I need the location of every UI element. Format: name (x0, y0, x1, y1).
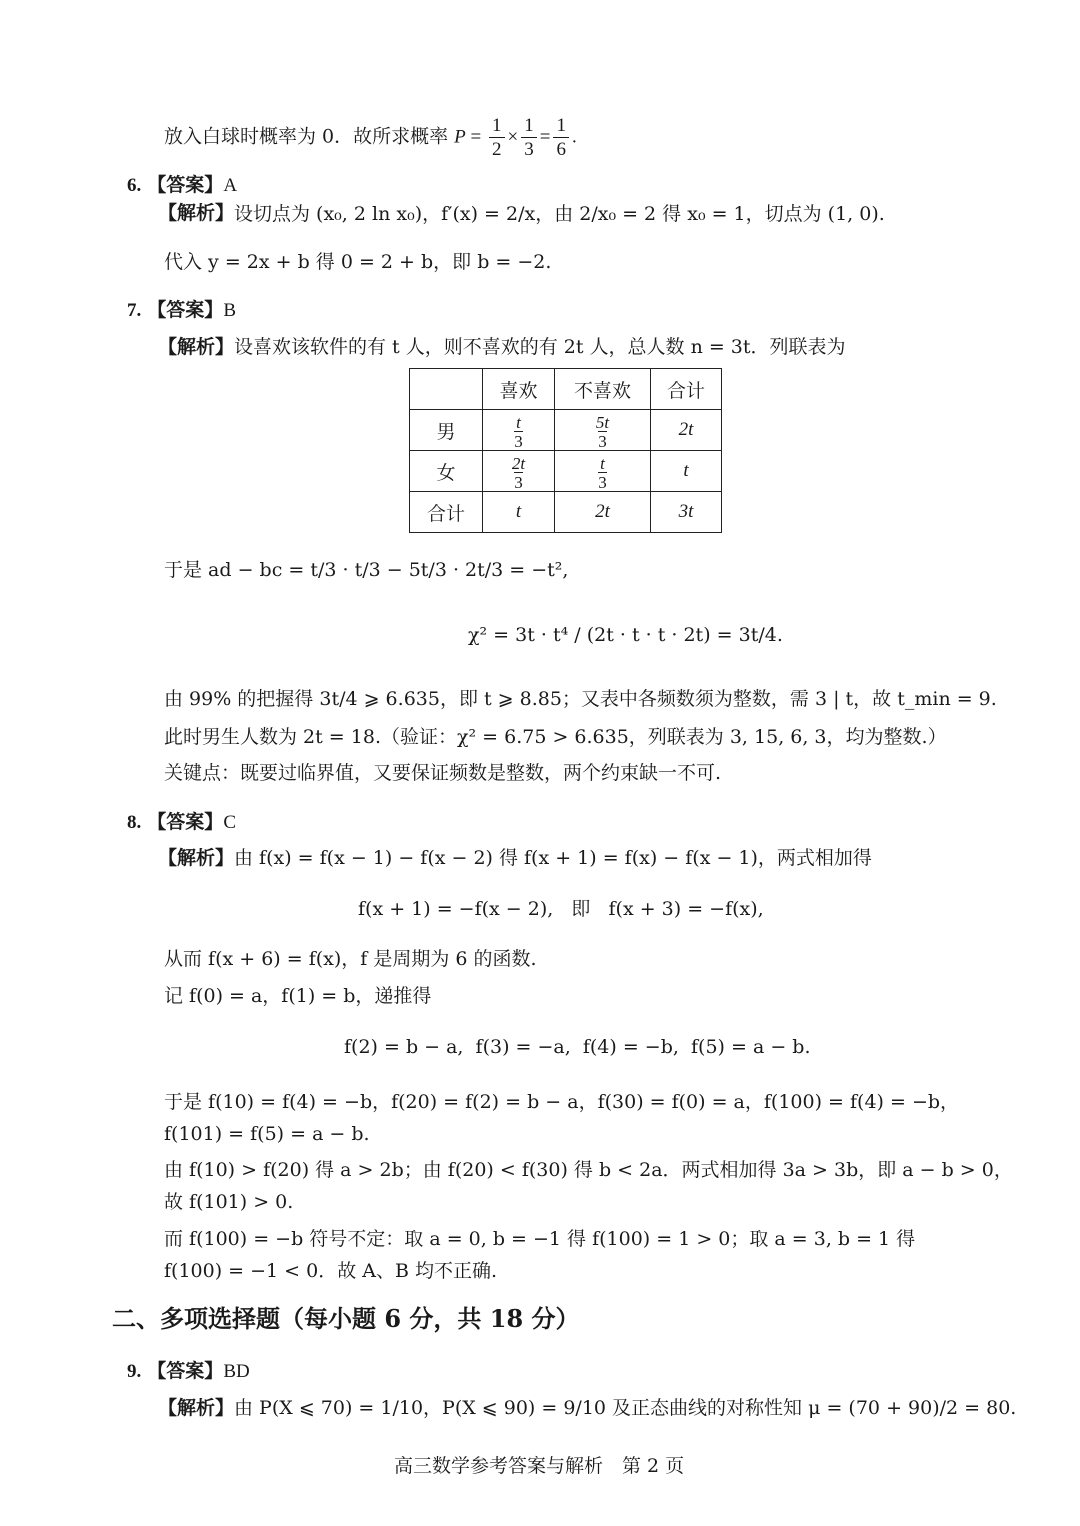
q8-explain-text8: 由 f(10) > f(20) 得 a > 2b；由 f(20) < f(30) 得 b < 2a．两式相加得 3a > 3b，即 a − b > 0， (164, 1159, 1013, 1181)
line-prob-result: 放入白球时概率为 0．故所求概率 P = $\frac{1}{2}$ × $\frac{1}{3}$ = $\frac{1}{6}$ . (164, 115, 577, 160)
q6-explain-text2: 代入 y = 2x + b 得 0 = 2 + b，即 b = −2. (164, 251, 552, 273)
q8-answer-line (127, 813, 236, 832)
table-row (410, 410, 722, 451)
q9-explain-line1 (158, 1399, 1016, 1418)
contingency-table (409, 368, 722, 533)
q8-explain-line9 (164, 1193, 293, 1212)
q8-explain-line10 (164, 1230, 915, 1249)
q7-answer-line (127, 301, 236, 320)
q8-explain-text4: 记 f(0) = a，f(1) = b，递推得 (164, 985, 432, 1007)
table-cell: t (651, 451, 722, 492)
q8-explain-line6 (164, 1093, 959, 1112)
frac-den: 3 (514, 431, 523, 451)
q8-explain-text6: 于是 f(10) = f(4) = −b，f(20) = f(2) = b − a，f(30) = f(0) = a，f(100) = f(4) = −b， (164, 1091, 960, 1113)
q9-explain-text: 由 P(X ⩽ 70) = 1/10，P(X ⩽ 90) = 9/10 及正态曲线的对称性知 μ = (70 + 90)/2 = 80. (234, 1397, 1017, 1419)
q8-display-eq1 (358, 900, 764, 919)
q6-explain-line1 (158, 204, 885, 224)
table-header-total: 合计 (651, 369, 722, 410)
q8-explain-text7: f(101) = f(5) = a − b. (164, 1123, 370, 1145)
q6-explain-text: 设切点为 (x₀, 2 ln x₀)，f′(x) = 2/x，由 2/x₀ = 2 得 x₀ = 1，切点为 (1, 0). (234, 202, 885, 225)
q7-answer-tag: 【答案】 (147, 299, 224, 321)
table-row-label-female: 女 (410, 451, 483, 492)
q8-explain-tag: 【解析】 (158, 847, 235, 869)
frac-den: 3 (598, 431, 607, 451)
frac-num: 2t (511, 453, 526, 473)
q8-explain-line3 (164, 950, 537, 969)
table-header-like: 喜欢 (483, 369, 555, 410)
q9-explain-tag: 【解析】 (158, 1397, 235, 1419)
q7-explain-text4: 此时男生人数为 2t = 18.（验证：χ² = 6.75 > 6.635，列联表为 3, 15, 6, 3，均为整数.） (164, 726, 947, 748)
q7-explain-tag: 【解析】 (158, 336, 235, 358)
frac-den: 3 (598, 472, 607, 492)
q8-explain-line11 (164, 1262, 497, 1281)
q7-explain-text: 设喜欢该软件的有 t 人，则不喜欢的有 2t 人，总人数 n = 3t．列联表为 (234, 336, 846, 358)
q9-number: 9. (127, 1361, 142, 1382)
q8-explain-line1 (158, 849, 872, 868)
section-title-multiple-choice (112, 1304, 580, 1333)
table-row (410, 369, 722, 410)
table-cell: t (483, 492, 555, 533)
frac-num: t (600, 453, 605, 473)
q8-number: 8. (127, 812, 142, 833)
q7-answer-value: B (223, 300, 236, 321)
q8-explain-line4 (164, 987, 431, 1006)
table-cell: 3t (651, 492, 722, 533)
table-cell (483, 451, 555, 492)
table-cell (410, 369, 483, 410)
table-row-label-male: 男 (410, 410, 483, 451)
table-cell (555, 451, 651, 492)
q8-explain-text10: 而 f(100) = −b 符号不定：取 a = 0, b = −1 得 f(100) = 1 > 0；取 a = 3, b = 1 得 (164, 1228, 916, 1250)
q7-ad-bc-line (164, 561, 568, 580)
table-cell (483, 410, 555, 451)
q6-answer-value: A (223, 175, 238, 196)
q6-answer-tag: 【答案】 (147, 174, 224, 196)
q7-key-point-text: 关键点：既要过临界值，又要保证频数是整数，两个约束缺一不可. (164, 762, 722, 784)
page-footer (394, 1457, 684, 1476)
q8-answer-tag: 【答案】 (147, 811, 224, 833)
q6-number: 6. (127, 175, 142, 196)
frac-num: t (516, 412, 521, 432)
q8-display-eq1-text: f(x + 1) = −f(x − 2), 即 f(x + 3) = −f(x), (358, 898, 764, 920)
frac-den: 3 (514, 472, 523, 492)
line-prob-text: 放入白球时概率为 0．故所求概率 (164, 125, 455, 148)
q7-explain-line4 (164, 728, 947, 747)
table-header-dislike: 不喜欢 (555, 369, 651, 410)
page-footer-text: 高三数学参考答案与解析 第 2 页 (394, 1455, 685, 1477)
q9-answer-line (127, 1362, 250, 1381)
q9-answer-tag: 【答案】 (147, 1360, 224, 1382)
q7-number: 7. (127, 300, 142, 321)
q7-chi-square-line (468, 626, 783, 645)
q8-explain-line7 (164, 1125, 370, 1144)
q7-explain-line3 (164, 690, 997, 709)
q8-explain-text3: 从而 f(x + 6) = f(x)，f 是周期为 6 的函数. (164, 948, 537, 970)
table-row (410, 451, 722, 492)
q8-answer-value: C (223, 812, 236, 833)
q8-display-eq2 (344, 1038, 810, 1057)
q8-explain-text11: f(100) = −1 < 0．故 A、B 均不正确. (164, 1260, 498, 1282)
q7-chi-square-text: χ² = 3t · t⁴ / (2t · t · t · 2t) = 3t/4. (468, 624, 783, 646)
q9-answer-value: BD (223, 1361, 250, 1382)
q8-explain-text: 由 f(x) = f(x − 1) − f(x − 2) 得 f(x + 1) = f(x) − f(x − 1)，两式相加得 (234, 847, 872, 869)
q7-explain-text3: 由 99% 的把握得 3t/4 ⩾ 6.635，即 t ⩾ 8.85；又表中各频数须为整数，需 3 | t，故 t_min = 9. (164, 688, 997, 710)
q8-display-eq2-text: f(2) = b − a, f(3) = −a, f(4) = −b, f(5) = a − b. (344, 1036, 811, 1058)
table-cell (555, 410, 651, 451)
q6-explain-line2 (164, 253, 551, 272)
q6-explain-tag: 【解析】 (158, 202, 235, 224)
section-title-text: 二、多项选择题（每小题 6 分，共 18 分） (112, 1304, 580, 1333)
table-row (410, 492, 722, 533)
q7-key-point-line (164, 764, 721, 783)
table-row-label-total: 合计 (410, 492, 483, 533)
q6-answer-line (127, 176, 237, 195)
q8-explain-text9: 故 f(101) > 0. (164, 1191, 294, 1213)
frac-num: 5t (595, 412, 610, 432)
table-cell: 2t (651, 410, 722, 451)
table-cell: 2t (555, 492, 651, 533)
q7-explain-line1 (158, 338, 846, 357)
q8-explain-line8 (164, 1161, 1013, 1180)
q7-ad-bc-text: 于是 ad − bc = t/3 · t/3 − 5t/3 · 2t/3 = −t², (164, 559, 569, 581)
